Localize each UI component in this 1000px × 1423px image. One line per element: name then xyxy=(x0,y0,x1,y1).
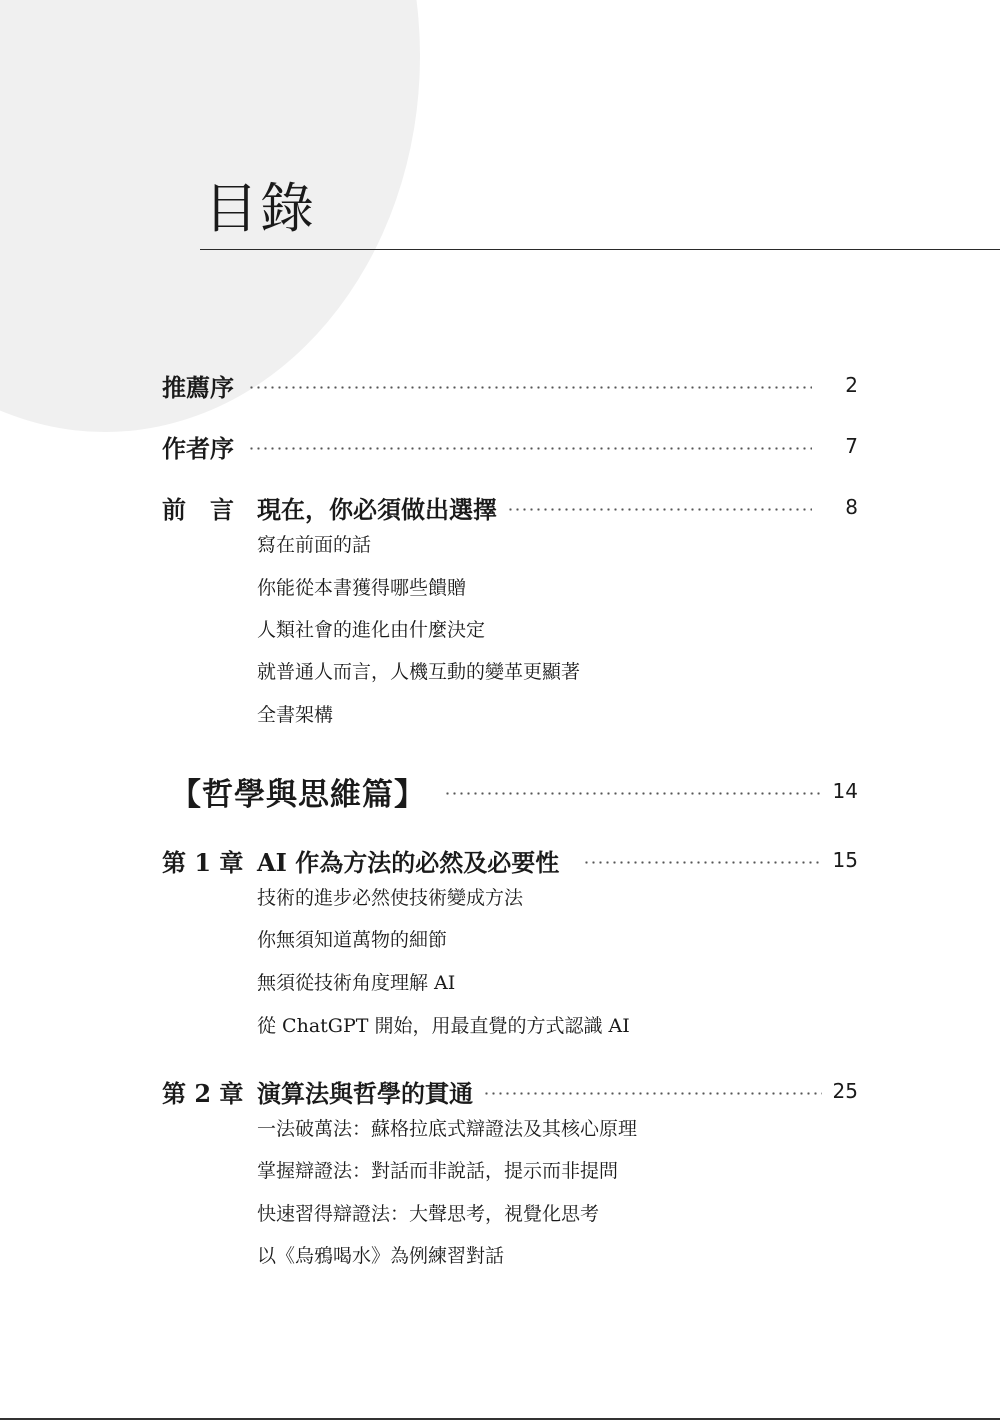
toc-subentry[interactable]: 技術的進步必然使技術變成方法 xyxy=(257,887,524,909)
page-number: 2 xyxy=(845,373,858,397)
entry-label: 推薦序 xyxy=(162,372,234,402)
page-title: 目錄 xyxy=(204,177,316,240)
entry-title: 現在，你必須做出選擇 xyxy=(257,494,497,524)
page-number: 14 xyxy=(832,779,858,803)
section-title: 【哲學與思維篇】 xyxy=(170,776,426,813)
entry-label: 作者序 xyxy=(162,433,234,463)
toc-subentry[interactable]: 就普通人而言，人機互動的變革更顯著 xyxy=(257,661,581,683)
toc-entry-chapter-1[interactable] xyxy=(162,845,858,875)
dot-leader xyxy=(507,508,812,511)
toc-subentry[interactable]: 你無須知道萬物的細節 xyxy=(257,929,448,951)
dot-leader xyxy=(444,792,822,795)
dot-leader xyxy=(483,1092,822,1095)
title-divider xyxy=(200,249,1000,250)
toc-subentry[interactable]: 快速習得辯證法：大聲思考，視覺化思考 xyxy=(257,1203,600,1225)
bottom-border xyxy=(0,1418,1000,1420)
toc-subentry[interactable]: 以《烏鴉喝水》為例練習對話 xyxy=(257,1245,505,1267)
toc-subentry[interactable]: 你能從本書獲得哪些饋贈 xyxy=(257,577,467,599)
toc-entry-recommendation[interactable] xyxy=(162,370,858,400)
toc-subentry[interactable]: 從 ChatGPT 開始，用最直覺的方式認識 AI xyxy=(257,1015,630,1037)
toc-entry-preface[interactable] xyxy=(162,492,858,522)
page-number: 7 xyxy=(845,434,858,458)
entry-label: 前 言 xyxy=(162,494,234,524)
toc-entry-author-preface[interactable] xyxy=(162,431,858,461)
chapter-title: 演算法與哲學的貫通 xyxy=(257,1078,473,1108)
chapter-label: 第 2 章 xyxy=(162,1078,244,1108)
page-number: 15 xyxy=(832,848,858,872)
dot-leader xyxy=(583,861,822,864)
toc-subentry[interactable]: 無須從技術角度理解 AI xyxy=(257,972,456,994)
toc-subentry[interactable]: 一法破萬法：蘇格拉底式辯證法及其核心原理 xyxy=(257,1118,638,1140)
chapter-label: 第 1 章 xyxy=(162,847,244,877)
dot-leader xyxy=(248,447,812,450)
toc-subentry[interactable]: 寫在前面的話 xyxy=(257,534,372,556)
toc-entry-chapter-2[interactable] xyxy=(162,1076,858,1106)
dot-leader xyxy=(248,386,812,389)
toc-subentry[interactable]: 全書架構 xyxy=(257,704,334,726)
chapter-title: AI 作為方法的必然及必要性 xyxy=(257,847,560,877)
page-number: 25 xyxy=(832,1079,858,1103)
toc-section-philosophy[interactable] xyxy=(170,771,858,811)
toc-subentry[interactable]: 人類社會的進化由什麼決定 xyxy=(257,619,486,641)
toc-subentry[interactable]: 掌握辯證法：對話而非說話，提示而非提問 xyxy=(257,1160,619,1182)
page-number: 8 xyxy=(845,495,858,519)
